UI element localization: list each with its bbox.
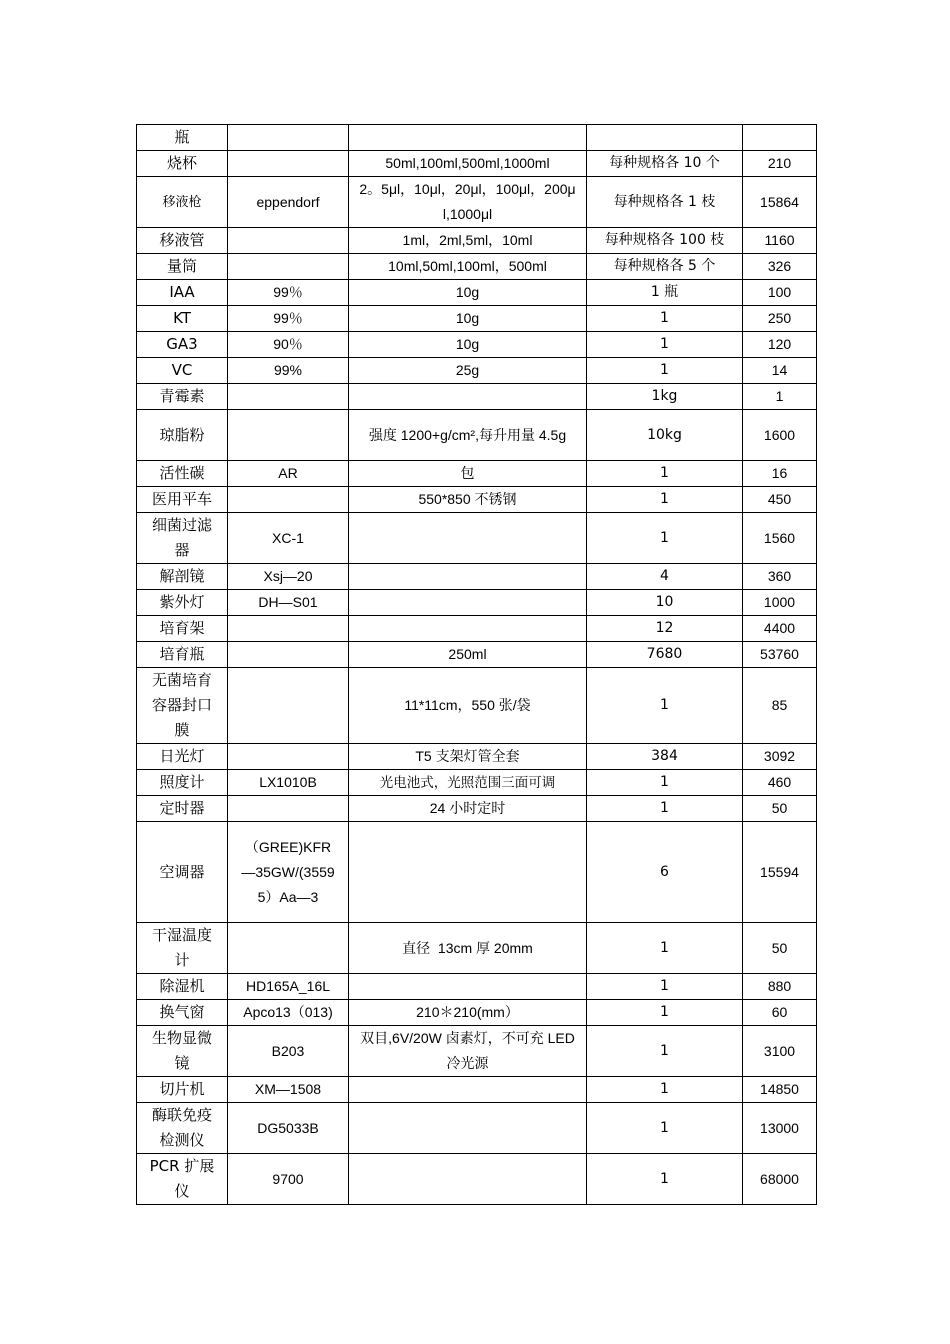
item-quantity-cell: 1 bbox=[587, 770, 743, 796]
item-model-cell bbox=[228, 125, 349, 151]
item-price-cell bbox=[743, 125, 817, 151]
item-spec-cell bbox=[349, 564, 587, 590]
item-price-cell: 15594 bbox=[743, 822, 817, 923]
item-spec-cell: 光电池式，光照范围三面可调 bbox=[349, 770, 587, 796]
item-quantity-cell: 1 bbox=[587, 306, 743, 332]
item-name-cell: VC bbox=[137, 358, 228, 384]
item-spec-cell: 250ml bbox=[349, 642, 587, 668]
table-row bbox=[137, 487, 817, 513]
item-quantity-cell: 1 bbox=[587, 796, 743, 822]
table-row bbox=[137, 513, 817, 564]
item-model-cell: 99% bbox=[228, 358, 349, 384]
item-name-cell: 切片机 bbox=[137, 1077, 228, 1103]
table-row bbox=[137, 616, 817, 642]
item-name-cell: 换气窗 bbox=[137, 1000, 228, 1026]
item-quantity-cell: 1 bbox=[587, 1103, 743, 1154]
item-name-cell: 医用平车 bbox=[137, 487, 228, 513]
item-name-cell: 干湿温度计 bbox=[137, 923, 228, 974]
item-quantity-cell: 每种规格各 100 枝 bbox=[587, 228, 743, 254]
item-model-cell: 9700 bbox=[228, 1154, 349, 1205]
item-price-cell: 14850 bbox=[743, 1077, 817, 1103]
item-name-cell: 细菌过滤器 bbox=[137, 513, 228, 564]
table-row bbox=[137, 410, 817, 461]
item-model-cell bbox=[228, 384, 349, 410]
table-row bbox=[137, 358, 817, 384]
table-row bbox=[137, 384, 817, 410]
item-name-cell: 生物显微镜 bbox=[137, 1026, 228, 1077]
item-quantity-cell: 1 bbox=[587, 974, 743, 1000]
item-model-cell: Apco13（013) bbox=[228, 1000, 349, 1026]
item-quantity-cell: 1 bbox=[587, 668, 743, 744]
item-spec-cell bbox=[349, 616, 587, 642]
item-name-cell: 紫外灯 bbox=[137, 590, 228, 616]
item-price-cell: 14 bbox=[743, 358, 817, 384]
item-price-cell: 68000 bbox=[743, 1154, 817, 1205]
item-price-cell: 210 bbox=[743, 151, 817, 177]
item-model-cell bbox=[228, 796, 349, 822]
table-row bbox=[137, 923, 817, 974]
item-spec-cell bbox=[349, 590, 587, 616]
item-name-cell: IAA bbox=[137, 280, 228, 306]
item-quantity-cell: 1 瓶 bbox=[587, 280, 743, 306]
item-quantity-cell: 每种规格各 5 个 bbox=[587, 254, 743, 280]
item-name-cell: GA3 bbox=[137, 332, 228, 358]
item-quantity-cell: 1 bbox=[587, 487, 743, 513]
item-price-cell: 880 bbox=[743, 974, 817, 1000]
item-model-cell: XM—1508 bbox=[228, 1077, 349, 1103]
item-spec-cell bbox=[349, 1154, 587, 1205]
item-model-cell: LX1010B bbox=[228, 770, 349, 796]
item-spec-cell bbox=[349, 974, 587, 1000]
item-quantity-cell: 10 bbox=[587, 590, 743, 616]
item-name-cell: 培育架 bbox=[137, 616, 228, 642]
item-price-cell: 1600 bbox=[743, 410, 817, 461]
item-spec-cell: 24 小时定时 bbox=[349, 796, 587, 822]
item-model-cell: 99％ bbox=[228, 306, 349, 332]
table-row bbox=[137, 1000, 817, 1026]
item-spec-cell: 2。5μl，10μl，20μl，100μl，200μl,1000μl bbox=[349, 177, 587, 228]
item-price-cell: 360 bbox=[743, 564, 817, 590]
item-quantity-cell: 1 bbox=[587, 1077, 743, 1103]
item-spec-cell: 11*11cm，550 张/袋 bbox=[349, 668, 587, 744]
item-quantity-cell: 1 bbox=[587, 1000, 743, 1026]
item-quantity-cell: 1 bbox=[587, 513, 743, 564]
item-name-cell: 除湿机 bbox=[137, 974, 228, 1000]
table-row bbox=[137, 974, 817, 1000]
item-price-cell: 60 bbox=[743, 1000, 817, 1026]
item-spec-cell: 直径 13cm 厚 20mm bbox=[349, 923, 587, 974]
item-price-cell: 250 bbox=[743, 306, 817, 332]
item-spec-cell bbox=[349, 384, 587, 410]
item-price-cell: 13000 bbox=[743, 1103, 817, 1154]
table-row bbox=[137, 177, 817, 228]
item-spec-cell: 10g bbox=[349, 332, 587, 358]
item-price-cell: 16 bbox=[743, 461, 817, 487]
item-quantity-cell: 384 bbox=[587, 744, 743, 770]
table-row bbox=[137, 125, 817, 151]
item-spec-cell: 210＊210(mm） bbox=[349, 1000, 587, 1026]
item-name-cell: 解剖镜 bbox=[137, 564, 228, 590]
item-price-cell: 1160 bbox=[743, 228, 817, 254]
item-model-cell: XC-1 bbox=[228, 513, 349, 564]
item-model-cell bbox=[228, 744, 349, 770]
item-spec-cell: 10ml,50ml,100ml，500ml bbox=[349, 254, 587, 280]
item-quantity-cell: 10kg bbox=[587, 410, 743, 461]
item-quantity-cell: 1kg bbox=[587, 384, 743, 410]
item-quantity-cell: 每种规格各 1 枝 bbox=[587, 177, 743, 228]
table-row bbox=[137, 254, 817, 280]
table-row bbox=[137, 770, 817, 796]
item-quantity-cell: 4 bbox=[587, 564, 743, 590]
item-price-cell: 85 bbox=[743, 668, 817, 744]
item-name-cell: PCR 扩展仪 bbox=[137, 1154, 228, 1205]
table-row bbox=[137, 228, 817, 254]
item-name-cell: 移液枪 bbox=[137, 177, 228, 228]
item-spec-cell: 强度 1200+g/cm²,每升用量 4.5g bbox=[349, 410, 587, 461]
table-row bbox=[137, 590, 817, 616]
item-quantity-cell: 1 bbox=[587, 332, 743, 358]
item-price-cell: 1560 bbox=[743, 513, 817, 564]
item-name-cell: 空调器 bbox=[137, 822, 228, 923]
item-name-cell: KT bbox=[137, 306, 228, 332]
item-model-cell: HD165A_16L bbox=[228, 974, 349, 1000]
item-price-cell: 53760 bbox=[743, 642, 817, 668]
item-model-cell: eppendorf bbox=[228, 177, 349, 228]
item-name-cell: 无菌培育容器封口膜 bbox=[137, 668, 228, 744]
item-price-cell: 1 bbox=[743, 384, 817, 410]
table-row bbox=[137, 642, 817, 668]
item-price-cell: 120 bbox=[743, 332, 817, 358]
item-model-cell bbox=[228, 410, 349, 461]
item-quantity-cell: 每种规格各 10 个 bbox=[587, 151, 743, 177]
item-model-cell bbox=[228, 487, 349, 513]
table-row bbox=[137, 796, 817, 822]
item-quantity-cell bbox=[587, 125, 743, 151]
item-quantity-cell: 6 bbox=[587, 822, 743, 923]
item-spec-cell bbox=[349, 513, 587, 564]
item-price-cell: 450 bbox=[743, 487, 817, 513]
table-row bbox=[137, 306, 817, 332]
item-spec-cell bbox=[349, 822, 587, 923]
equipment-table bbox=[136, 124, 817, 1205]
item-model-cell: B203 bbox=[228, 1026, 349, 1077]
table-row bbox=[137, 461, 817, 487]
item-quantity-cell: 7680 bbox=[587, 642, 743, 668]
item-spec-cell: 550*850 不锈钢 bbox=[349, 487, 587, 513]
item-price-cell: 3100 bbox=[743, 1026, 817, 1077]
item-spec-cell: 10g bbox=[349, 306, 587, 332]
item-spec-cell: 包 bbox=[349, 461, 587, 487]
equipment-table-body bbox=[137, 125, 817, 1205]
item-quantity-cell: 1 bbox=[587, 1154, 743, 1205]
item-spec-cell bbox=[349, 1077, 587, 1103]
table-row bbox=[137, 1103, 817, 1154]
table-row bbox=[137, 1154, 817, 1205]
table-row bbox=[137, 280, 817, 306]
item-price-cell: 326 bbox=[743, 254, 817, 280]
table-row bbox=[137, 668, 817, 744]
item-price-cell: 1000 bbox=[743, 590, 817, 616]
item-spec-cell bbox=[349, 1103, 587, 1154]
item-name-cell: 量筒 bbox=[137, 254, 228, 280]
item-name-cell: 青霉素 bbox=[137, 384, 228, 410]
item-model-cell: DH—S01 bbox=[228, 590, 349, 616]
item-spec-cell: 25g bbox=[349, 358, 587, 384]
item-name-cell: 培育瓶 bbox=[137, 642, 228, 668]
item-model-cell: Xsj—20 bbox=[228, 564, 349, 590]
item-price-cell: 50 bbox=[743, 796, 817, 822]
item-spec-cell: 双目,6V/20W 卤素灯，不可充 LED 冷光源 bbox=[349, 1026, 587, 1077]
item-model-cell bbox=[228, 151, 349, 177]
item-model-cell bbox=[228, 228, 349, 254]
item-quantity-cell: 1 bbox=[587, 1026, 743, 1077]
item-price-cell: 100 bbox=[743, 280, 817, 306]
item-name-cell: 瓶 bbox=[137, 125, 228, 151]
table-row bbox=[137, 744, 817, 770]
table-row bbox=[137, 822, 817, 923]
item-name-cell: 定时器 bbox=[137, 796, 228, 822]
table-row bbox=[137, 151, 817, 177]
table-row bbox=[137, 332, 817, 358]
item-name-cell: 酶联免疫检测仪 bbox=[137, 1103, 228, 1154]
item-model-cell: 99％ bbox=[228, 280, 349, 306]
item-name-cell: 琼脂粉 bbox=[137, 410, 228, 461]
item-name-cell: 日光灯 bbox=[137, 744, 228, 770]
item-model-cell: DG5033B bbox=[228, 1103, 349, 1154]
item-price-cell: 4400 bbox=[743, 616, 817, 642]
item-name-cell: 照度计 bbox=[137, 770, 228, 796]
item-model-cell: （GREE)KFR—35GW/(35595）Aa—3 bbox=[228, 822, 349, 923]
item-model-cell bbox=[228, 254, 349, 280]
table-row bbox=[137, 1077, 817, 1103]
item-price-cell: 50 bbox=[743, 923, 817, 974]
item-model-cell bbox=[228, 923, 349, 974]
item-model-cell: 90％ bbox=[228, 332, 349, 358]
item-quantity-cell: 1 bbox=[587, 923, 743, 974]
item-quantity-cell: 1 bbox=[587, 461, 743, 487]
item-quantity-cell: 1 bbox=[587, 358, 743, 384]
item-name-cell: 移液管 bbox=[137, 228, 228, 254]
item-model-cell bbox=[228, 642, 349, 668]
item-spec-cell: 1ml，2ml,5ml，10ml bbox=[349, 228, 587, 254]
item-price-cell: 3092 bbox=[743, 744, 817, 770]
item-model-cell bbox=[228, 616, 349, 642]
item-name-cell: 烧杯 bbox=[137, 151, 228, 177]
item-spec-cell: 50ml,100ml,500ml,1000ml bbox=[349, 151, 587, 177]
item-model-cell: AR bbox=[228, 461, 349, 487]
table-row bbox=[137, 564, 817, 590]
item-name-cell: 活性碳 bbox=[137, 461, 228, 487]
item-price-cell: 15864 bbox=[743, 177, 817, 228]
table-row bbox=[137, 1026, 817, 1077]
item-quantity-cell: 12 bbox=[587, 616, 743, 642]
item-spec-cell: 10g bbox=[349, 280, 587, 306]
item-spec-cell: T5 支架灯管全套 bbox=[349, 744, 587, 770]
item-price-cell: 460 bbox=[743, 770, 817, 796]
item-model-cell bbox=[228, 668, 349, 744]
item-spec-cell bbox=[349, 125, 587, 151]
